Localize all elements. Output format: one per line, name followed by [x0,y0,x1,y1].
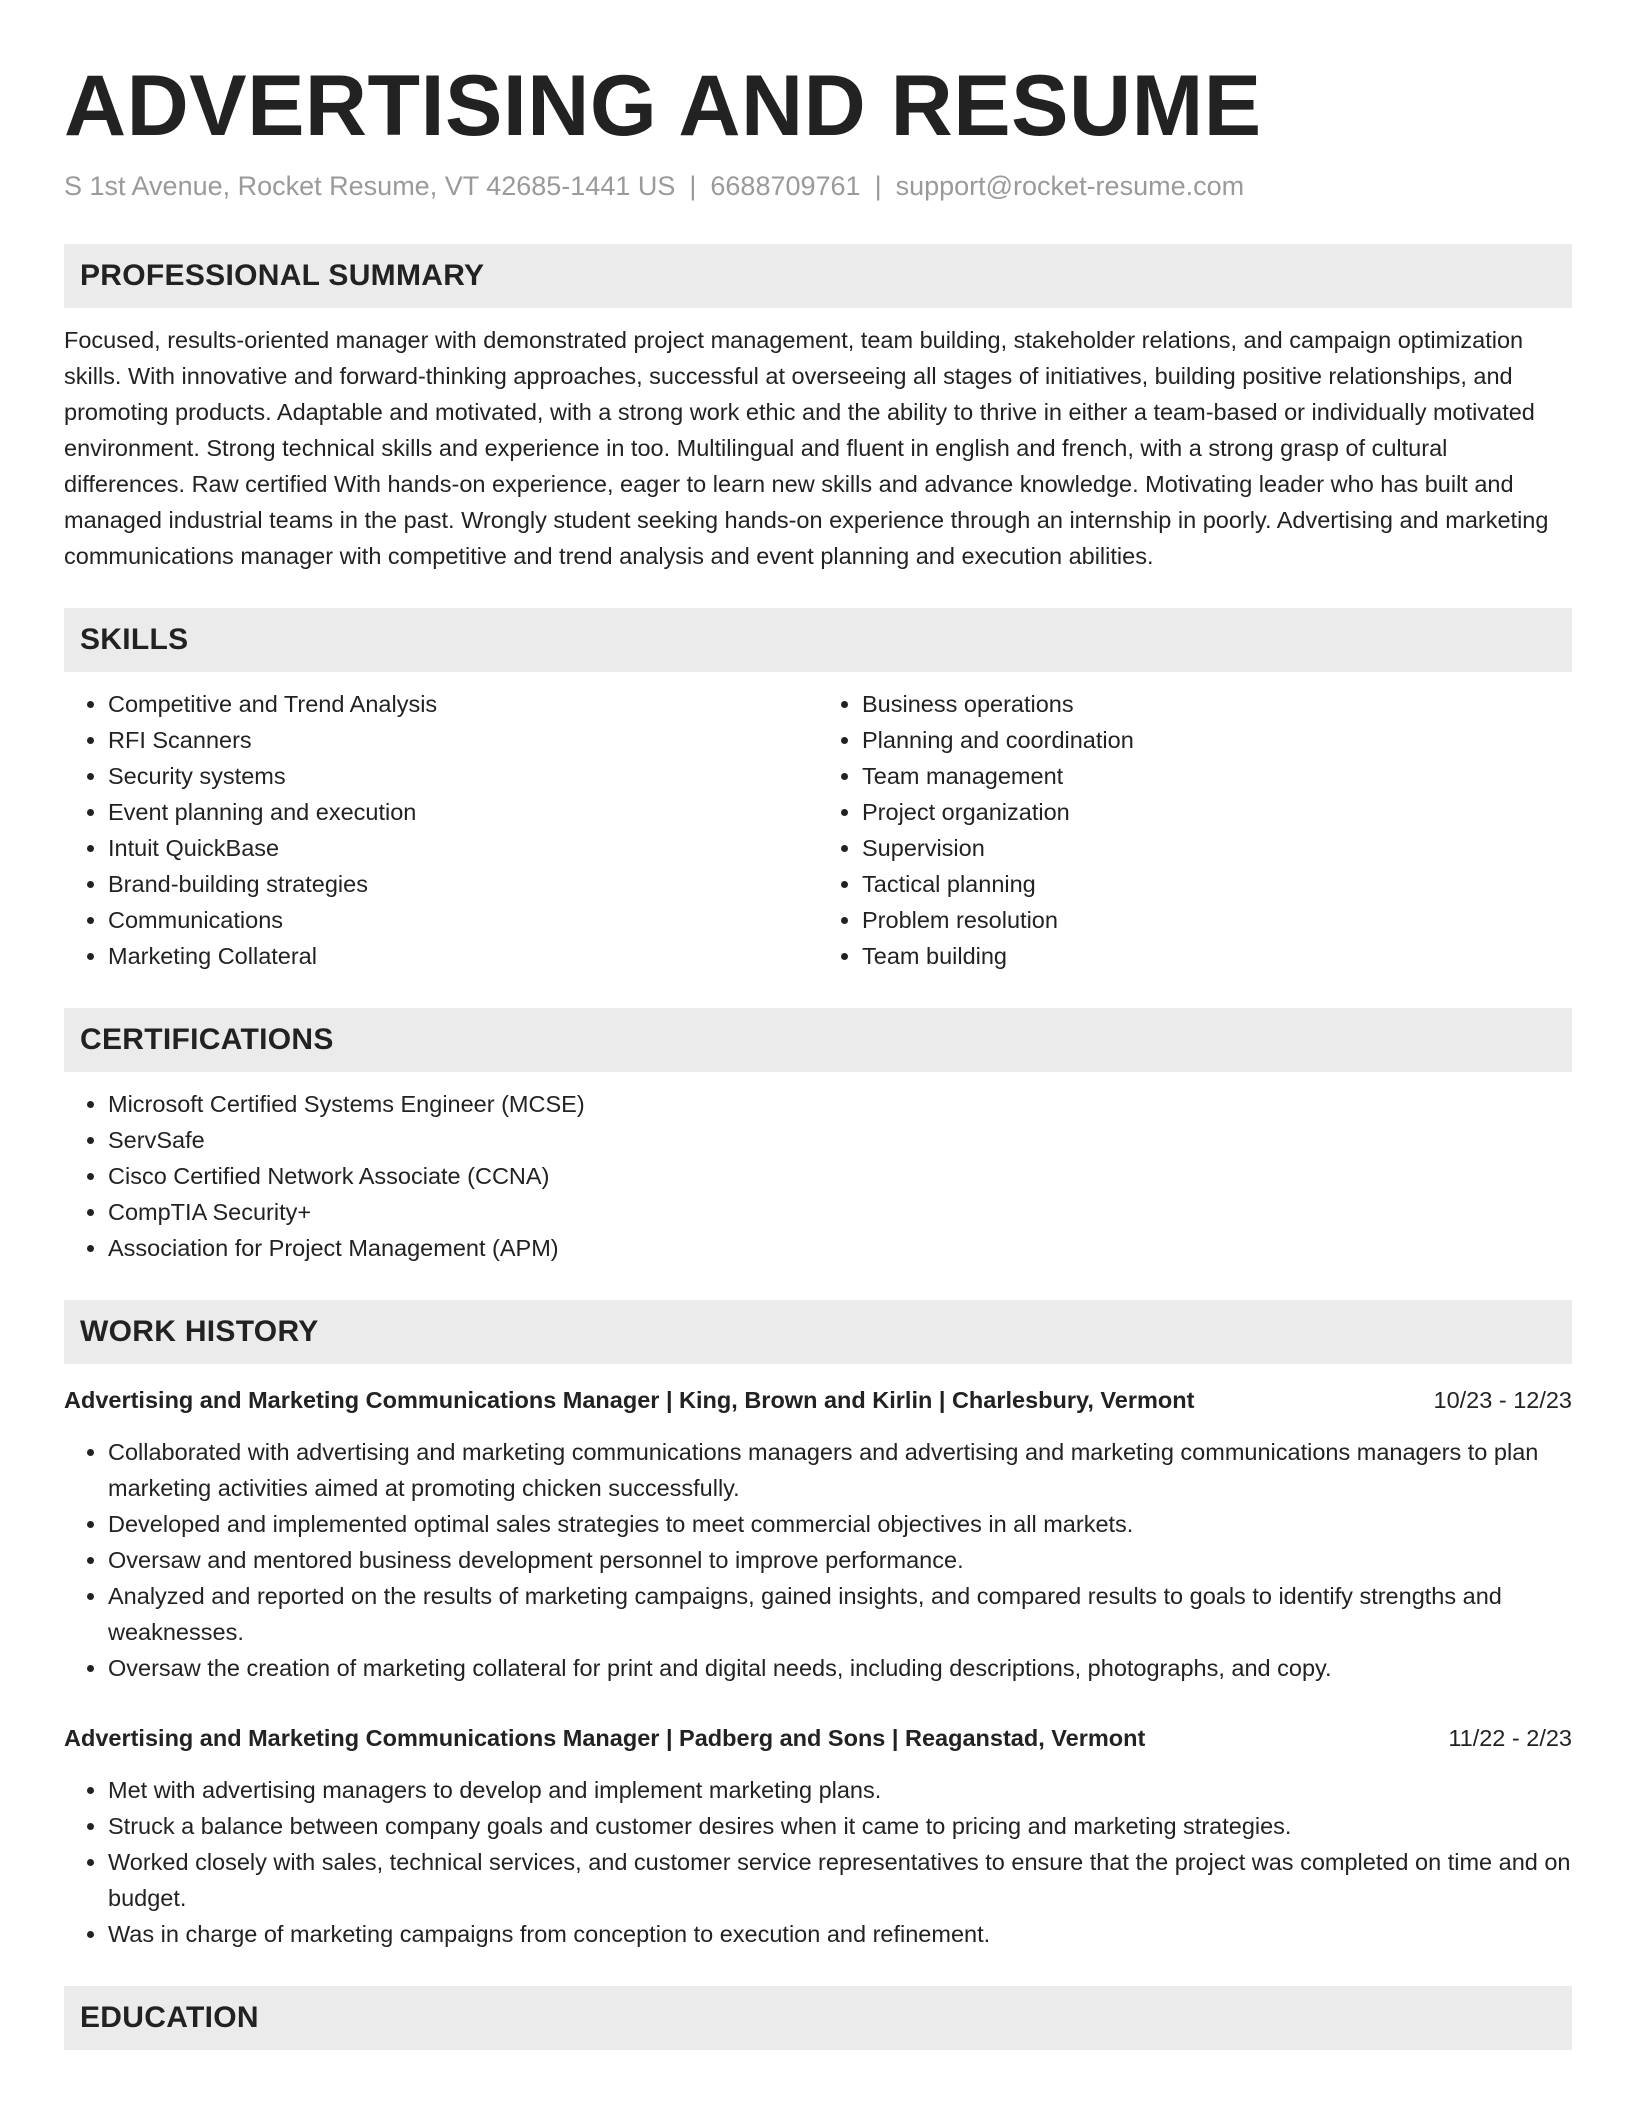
skill-item: • RFI Scanners [108,722,818,758]
job-bullet: • Met with advertising managers to develop and implement marketing plans. [108,1772,1572,1808]
job-bullets [64,1772,1572,1952]
job-bullet: • Was in charge of marketing campaigns from conception to execution and refinement. [108,1916,1572,1952]
contact-address: S 1st Avenue, Rocket Resume, VT 42685-1441 US [64,171,676,201]
skill-item: • Planning and coordination [862,722,1572,758]
contact-separator: | [874,171,882,201]
job-bullets [64,1434,1572,1686]
certifications-list [64,1086,1572,1266]
skill-item: • Team management [862,758,1572,794]
job-bullet: • Analyzed and reported on the results of marketing campaigns, gained insights, and compared results to goals to identify strengths and weaknesses. [108,1578,1572,1650]
skill-item: • Brand-building strategies [108,866,818,902]
section-header-skills: SKILLS [64,608,1572,672]
skill-item: • Tactical planning [862,866,1572,902]
certification-item: • Association for Project Management (APM) [108,1230,1572,1266]
skill-item: • Supervision [862,830,1572,866]
job-header [64,1382,1572,1418]
job-title: Advertising and Marketing Communications Manager | Padberg and Sons | Reaganstad, Vermont [64,1725,1146,1751]
certification-item: • CompTIA Security+ [108,1194,1572,1230]
job-bullet: • Developed and implemented optimal sales strategies to meet commercial objectives in all markets. [108,1506,1572,1542]
job-bullet: • Struck a balance between company goals and customer desires when it came to pricing and marketing strategies. [108,1808,1572,1844]
job-dates: 11/22 - 2/23 [1448,1725,1572,1751]
section-header-work-history: WORK HISTORY [64,1300,1572,1364]
skill-item: • Project organization [862,794,1572,830]
skill-item: • Marketing Collateral [108,938,818,974]
job-bullet: • Oversaw and mentored business development personnel to improve performance. [108,1542,1572,1578]
skill-item: • Business operations [862,686,1572,722]
job-header [64,1720,1572,1756]
skill-item: • Problem resolution [862,902,1572,938]
contact-separator: | [689,171,697,201]
certification-item: • Cisco Certified Network Associate (CCNA) [108,1158,1572,1194]
contact-email[interactable]: support@rocket-resume.com [895,171,1245,201]
section-header-certifications: CERTIFICATIONS [64,1008,1572,1072]
summary-text: Focused, results-oriented manager with demonstrated project management, team building, stakeholder relations, and campaign optimization skills. With innovative and forward-thinking approaches, successful at overseeing all stages of initiatives, building positive relationships, and promoting products. Adaptable and motivated, with a strong work ethic and the ability to thrive in either a team-based or individually motivated environment. Strong technical skills and experience in too. Multilingual and fluent in english and french, with a strong grasp of cultural differences. Raw certified With hands-on experience, eager to learn new skills and advance knowledge. Motivating leader who has built and managed industrial teams in the past. Wrongly student seeking hands-on experience through an internship in poorly. Advertising and marketing communications manager with competitive and trend analysis and event planning and execution abilities. [64,327,1549,569]
certification-item: • ServSafe [108,1122,1572,1158]
job-bullet: • Collaborated with advertising and marketing communications managers and advertising and marketing communications managers to plan marketing activities aimed at promoting chicken successfully. [108,1434,1572,1506]
skills-list-right [818,686,1572,974]
resume-name: ADVERTISING AND RESUME [64,58,1262,154]
skill-item: • Intuit QuickBase [108,830,818,866]
skill-item: • Communications [108,902,818,938]
skills-grid [64,686,1572,974]
skill-item: • Competitive and Trend Analysis [108,686,818,722]
skills-list-left [64,686,818,974]
section-header-education: EDUCATION [64,1986,1572,2050]
job-bullet: • Oversaw the creation of marketing collateral for print and digital needs, including descriptions, photographs, and copy. [108,1650,1572,1686]
certification-item: • Microsoft Certified Systems Engineer (MCSE) [108,1086,1572,1122]
job-title: Advertising and Marketing Communications Manager | King, Brown and Kirlin | Charlesbury, Vermont [64,1387,1195,1413]
skill-item: • Team building [862,938,1572,974]
skill-item: • Event planning and execution [108,794,818,830]
skill-item: • Security systems [108,758,818,794]
contact-phone[interactable]: 6688709761 [710,171,861,201]
contact-line [64,168,1572,204]
job-bullet: • Worked closely with sales, technical services, and customer service representatives to ensure that the project was completed on time and on budget. [108,1844,1572,1916]
job-dates: 10/23 - 12/23 [1433,1387,1572,1413]
section-header-summary: PROFESSIONAL SUMMARY [64,244,1572,308]
